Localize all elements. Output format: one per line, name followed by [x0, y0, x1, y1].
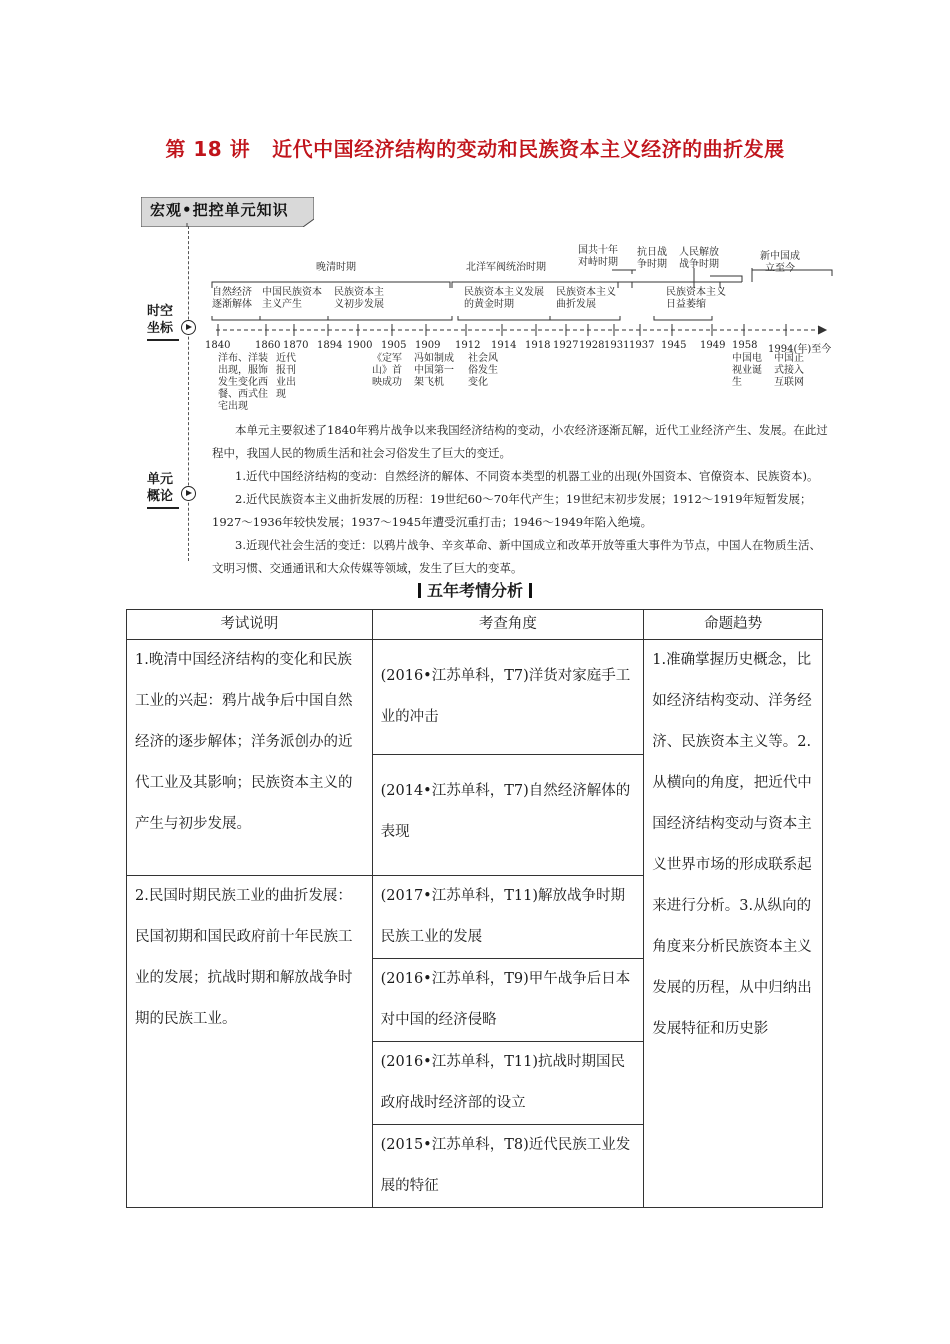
- year-label: 1909: [415, 340, 441, 351]
- exam-angle-cell: [372, 640, 644, 755]
- table-header: 考查角度: [372, 610, 644, 640]
- exam-angle-cell: [372, 755, 644, 876]
- section-title: 五年考情分析: [0, 578, 950, 601]
- period-label: 人民解放战争时期: [679, 247, 719, 270]
- year-label: 1958: [732, 340, 758, 351]
- year-label: 1937: [629, 340, 655, 351]
- exam-description-cell: 2.民国时期民族工业的曲折发展：民国初期和国民政府前十年民族工业的发展；抗战时期和解放战争时期的民族工业。: [127, 876, 373, 1208]
- event-label: 社会风俗发生变化: [468, 353, 498, 388]
- event-label: 冯如制成中国第一架飞机: [414, 353, 454, 388]
- summary-paragraph: 2.近代民族资本主义曲折发展的历程：19世纪60～70年代产生；19世纪末初步发展；1912～1919年短暂发展；1927～1936年较快发展；1937～1945年遭受沉重打击；1946～1949年陷入绝境。: [212, 492, 812, 529]
- period-label: 晚清时期: [316, 262, 356, 273]
- page-title: 第 18 讲 近代中国经济结构的变动和民族资本主义经济的曲折发展: [165, 137, 785, 161]
- exam-angle-text: (2014•江苏单科，T7)自然经济解体的表现: [380, 783, 631, 840]
- timeline-label: 时空坐标: [147, 304, 174, 336]
- exam-description-cell: 1.晚清中国经济结构的变化和民族工业的兴起：鸦片战争后中国自然经济的逐步解体；洋务派创办的近代工业及其影响；民族资本主义的产生与初步发展。: [127, 640, 373, 876]
- banner-title: 宏观•把控单元知识: [150, 201, 289, 219]
- stage-label: 民族资本主义初步发展: [334, 287, 384, 310]
- event-label: 近代报刊业出现: [276, 353, 296, 400]
- year-label: 1900: [347, 340, 373, 351]
- summary-paragraph: 3.近现代社会生活的变迁：以鸦片战争、辛亥革命、新中国成立和改革开放等重大事件为节点，中国人在物质生活、文明习惯、交通通讯和大众传媒等领域，发生了巨大的变革。: [212, 538, 821, 575]
- event-label: 《定军山》首映成功: [372, 353, 402, 388]
- event-label: 洋布、洋装出现，服饰发生变化西餐、西式住宅出现: [218, 353, 268, 412]
- year-label: 1994(年)至今: [768, 344, 832, 355]
- unit-summary: [212, 419, 828, 580]
- overview-label-underline: [147, 507, 179, 509]
- year-label: 1928: [579, 340, 605, 351]
- year-label: 1870: [283, 340, 309, 351]
- period-label: 国共十年对峙时期: [578, 245, 618, 268]
- event-label: 中国正式接入互联网: [774, 353, 804, 388]
- stage-label: 民族资本主义曲折发展: [556, 287, 616, 310]
- stage-label: 中国民族资本主义产生: [262, 287, 322, 310]
- year-label: 1912: [455, 340, 481, 351]
- year-label: 1860: [255, 340, 281, 351]
- play-icon: [181, 320, 196, 335]
- period-label: 北洋军阀统治时期: [466, 262, 546, 273]
- trend-cell: 1.准确掌握历史概念，比如经济结构变动、洋务经济、民族资本主义等。2.从横向的角度，把近代中国经济结构变动与资本主义世界市场的形成联系起来进行分析。3.从纵向的角度来分析民族资本主义发展的历程，从中归纳出发展特征和历史影: [644, 640, 823, 1208]
- table-header: 考试说明: [127, 610, 373, 640]
- year-label: 1918: [525, 340, 551, 351]
- stage-label: 民族资本主义发展的黄金时期: [464, 287, 544, 310]
- exam-angle-cell: (2017•江苏单科，T11)解放战争时期民族工业的发展: [372, 876, 644, 959]
- timeline-label-underline: [147, 339, 179, 341]
- year-label: 1905: [381, 340, 407, 351]
- year-label: 1949: [700, 340, 726, 351]
- exam-angle-text: (2016•江苏单科，T7)洋货对家庭手工业的冲击: [380, 668, 631, 725]
- exam-angle-cell: (2015•江苏单科，T8)近代民族工业发展的特征: [372, 1125, 644, 1208]
- year-label: 1894: [317, 340, 343, 351]
- play-icon: [181, 486, 196, 501]
- year-label: 1931: [604, 340, 630, 351]
- table-header: 命题趋势: [644, 610, 823, 640]
- exam-angle-cell: (2016•江苏单科，T9)甲午战争后日本对中国的经济侵略: [372, 959, 644, 1042]
- period-label: 抗日战争时期: [637, 247, 667, 270]
- summary-paragraph: 本单元主要叙述了1840年鸦片战争以来我国经济结构的变动，小农经济逐渐瓦解，近代工业经济产生、发展。在此过程中，我国人民的物质生活和社会习俗发生了巨大的变迁。: [212, 423, 828, 460]
- summary-paragraph: 1.近代中国经济结构的变动：自然经济的解体、不同资本类型的机器工业的出现(外国资本、官僚资本、民族资本)。: [235, 469, 819, 483]
- year-label: 1840: [205, 340, 231, 351]
- overview-label: 单元概论: [147, 472, 174, 504]
- stage-label: 民族资本主义日益萎缩: [666, 287, 726, 310]
- year-label: 1914: [491, 340, 517, 351]
- vertical-divider: [188, 226, 189, 561]
- event-label: 中国电视业诞生: [732, 353, 762, 388]
- exam-analysis-table: [126, 609, 823, 1208]
- year-label: 1927: [553, 340, 579, 351]
- period-label: 新中国成立至今: [760, 251, 800, 274]
- year-label: 1945: [661, 340, 687, 351]
- stage-label: 自然经济逐渐解体: [212, 287, 252, 310]
- exam-angle-cell: (2016•江苏单科，T11)抗战时期国民政府战时经济部的设立: [372, 1042, 644, 1125]
